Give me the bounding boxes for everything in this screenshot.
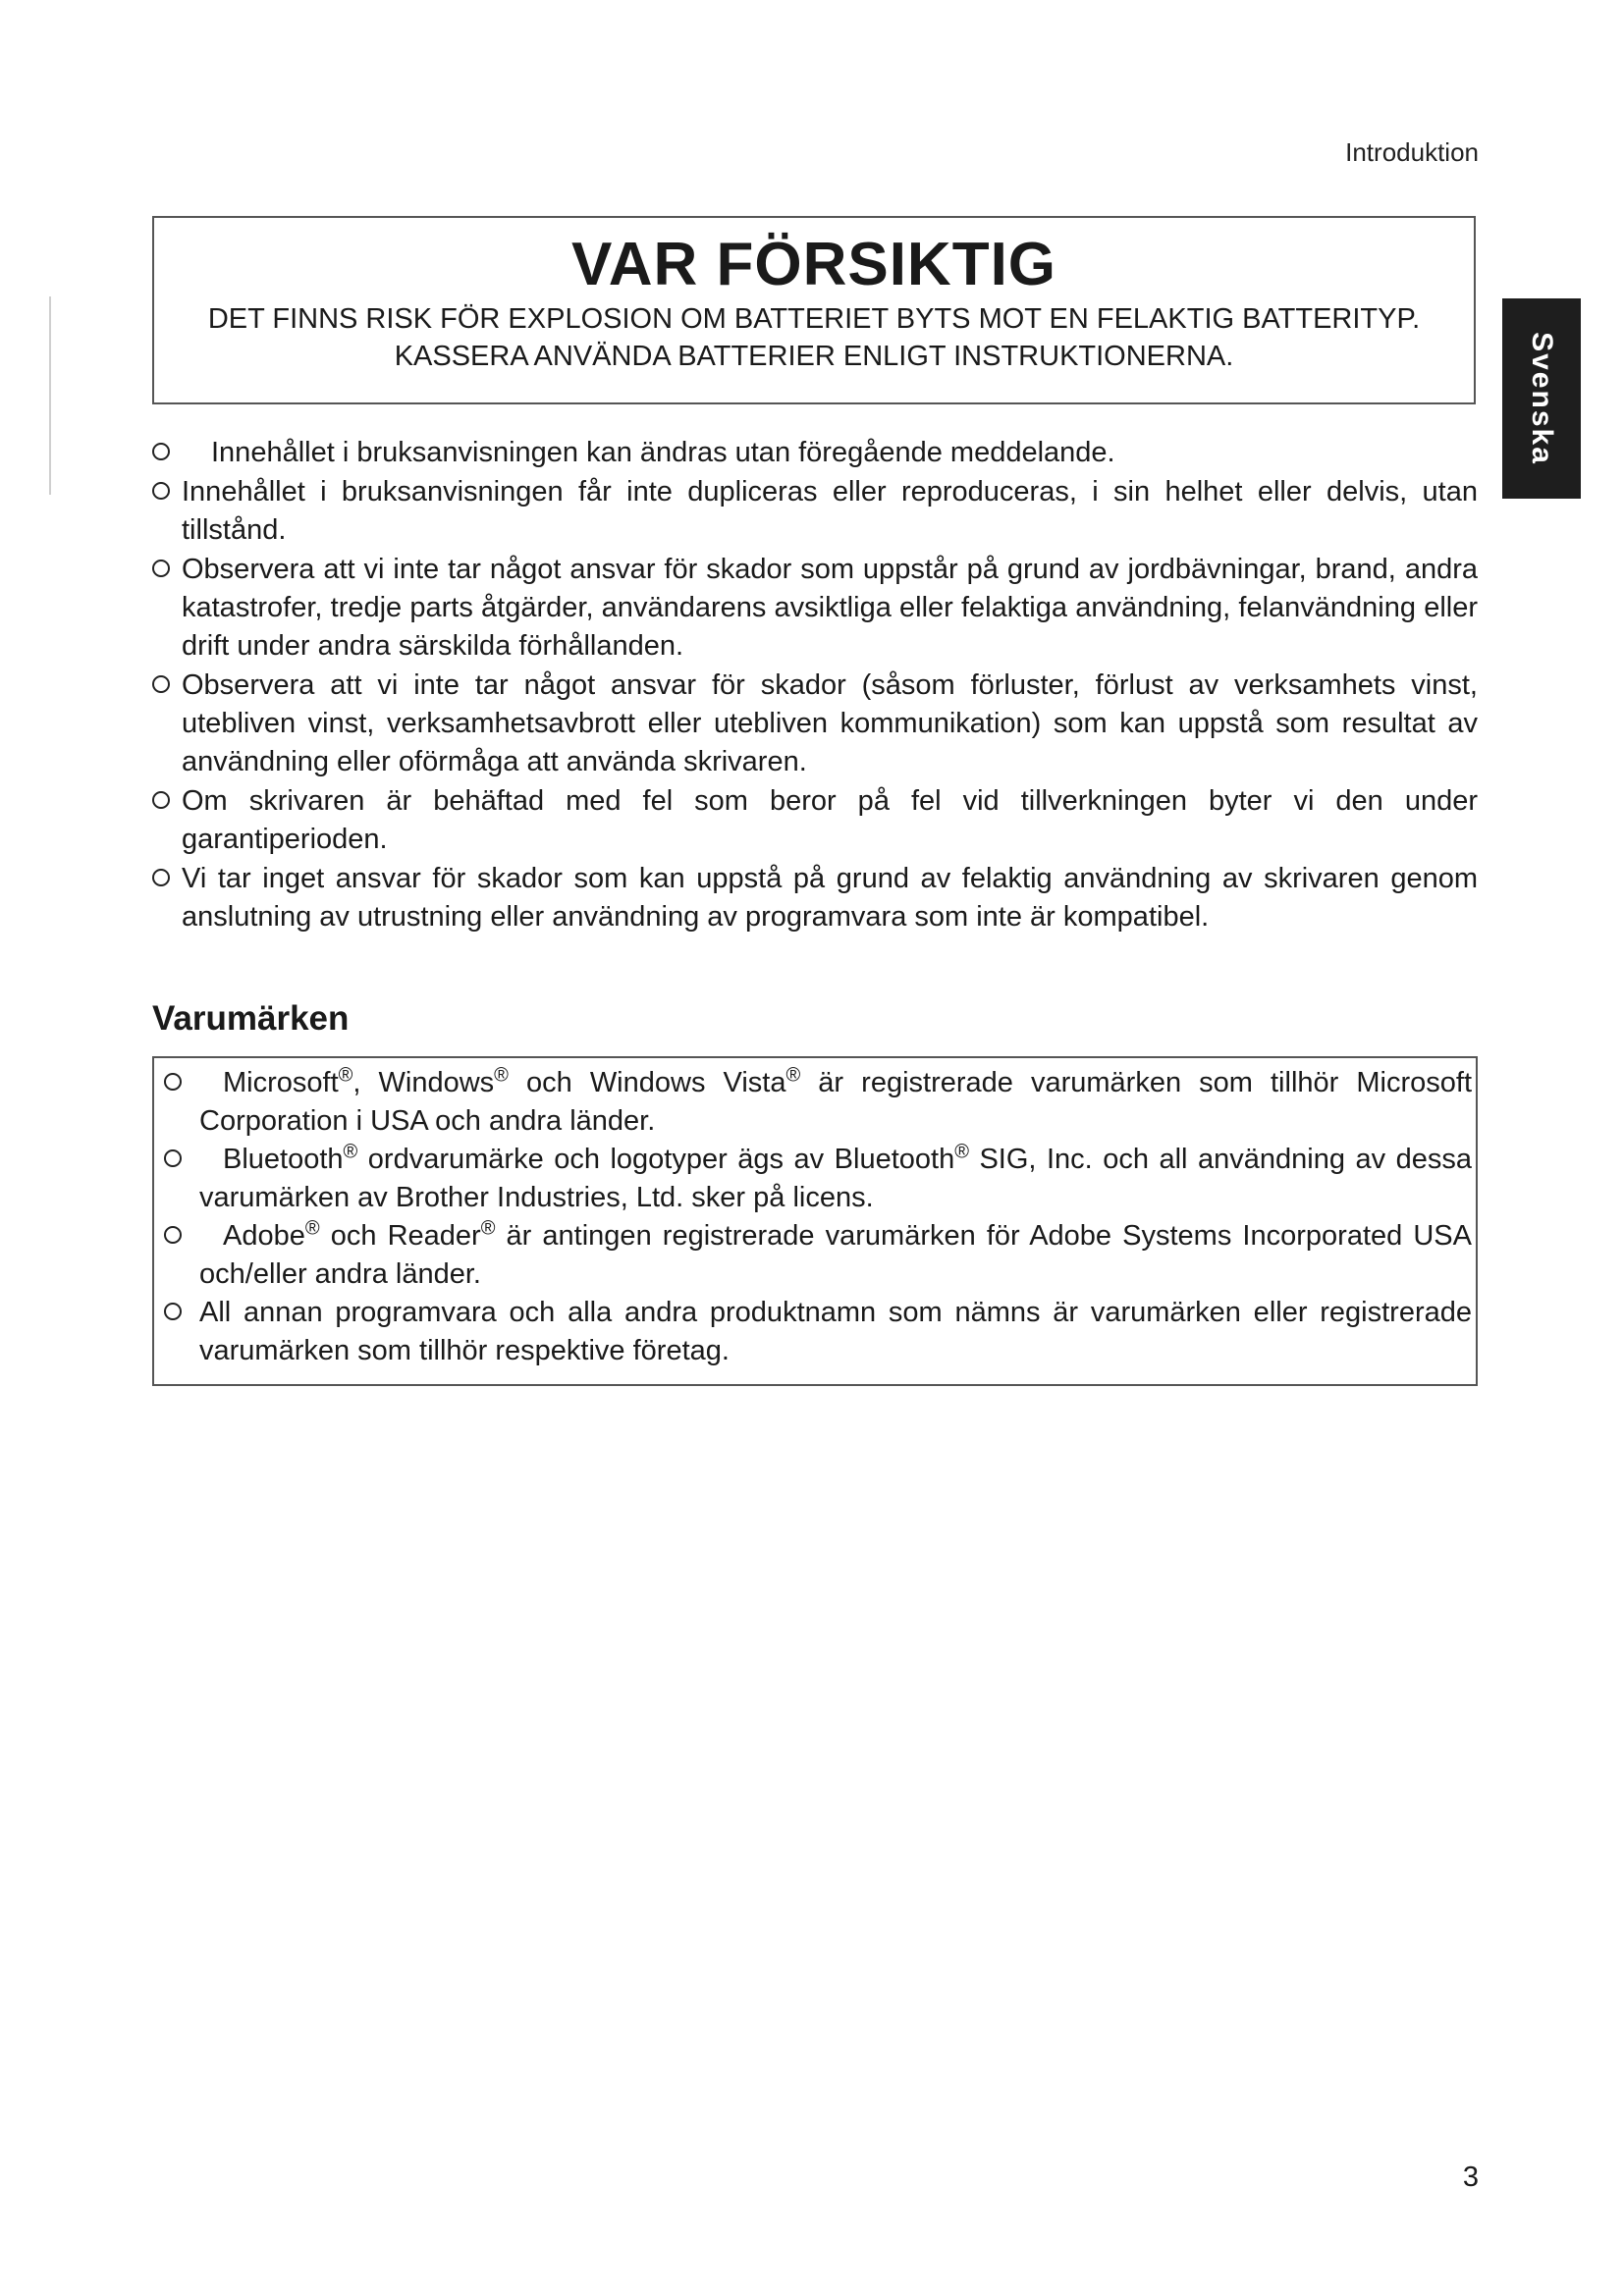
circle-bullet-icon bbox=[164, 1303, 182, 1320]
list-item bbox=[164, 1294, 1472, 1370]
list-item bbox=[152, 782, 1478, 859]
registered-mark: ® bbox=[304, 1217, 320, 1240]
registered-mark: ® bbox=[494, 1064, 509, 1087]
list-item bbox=[164, 1141, 1472, 1217]
caution-line-2: KASSERA ANVÄNDA BATTERIER ENLIGT INSTRUKTIONERNA. bbox=[394, 341, 1234, 372]
list-item bbox=[152, 434, 1478, 472]
list-item bbox=[152, 860, 1478, 936]
notice-text: Observera att vi inte tar något ansvar för skador som uppstår på grund av jordbävningar, brand, andra katastrofer, tredje parts åtgärder, användarens avsiktliga eller felaktiga användning, felanvändning eller drift under andra särskilda förhållanden. bbox=[182, 554, 1478, 662]
registered-mark: ® bbox=[954, 1141, 969, 1163]
circle-bullet-icon bbox=[164, 1073, 182, 1091]
circle-bullet-icon bbox=[152, 675, 170, 693]
registered-mark: ® bbox=[338, 1064, 353, 1087]
trademark-text: All annan programvara och alla andra produktnamn som nämns är varumärken eller registrerade varumärken som tillhör respektive företag. bbox=[199, 1297, 1472, 1366]
registered-mark: ® bbox=[343, 1141, 358, 1163]
registered-mark: ® bbox=[785, 1064, 801, 1087]
trademarks-heading: Varumärken bbox=[152, 999, 350, 1038]
trademark-text: Bluetooth® ordvarumärke och logotyper ägs av Bluetooth® SIG, Inc. och all användning av dessa varumärken av Brother Industries, Ltd. sker på licens. bbox=[199, 1141, 1472, 1213]
notice-text: Om skrivaren är behäftad med fel som beror på fel vid tillverkningen byter vi den under garantiperioden. bbox=[182, 785, 1478, 855]
notice-text: Observera att vi inte tar något ansvar för skador (såsom förluster, förlust av verksamhets vinst, utebliven vinst, verksamhetsavbrott eller utebliven kommunikation) som kan uppstå som resultat av användning eller oförmåga att använda skrivaren. bbox=[182, 669, 1478, 777]
circle-bullet-icon bbox=[152, 791, 170, 809]
caution-box bbox=[152, 216, 1476, 404]
notice-text: Vi tar inget ansvar för skador som kan uppstå på grund av felaktig användning av skrivaren genom anslutning av utrustning eller användning av programvara som inte är kompatibel. bbox=[182, 863, 1478, 933]
trademark-text: Adobe® och Reader® är antingen registrerade varumärken för Adobe Systems Incorporated USA och/eller andra länder. bbox=[199, 1217, 1472, 1290]
trademark-list bbox=[164, 1064, 1472, 1370]
language-tab-label: Svenska bbox=[1526, 332, 1558, 465]
margin-rule bbox=[49, 296, 51, 495]
list-item bbox=[164, 1217, 1472, 1294]
list-item bbox=[164, 1064, 1472, 1141]
page-number: 3 bbox=[1462, 2162, 1479, 2193]
circle-bullet-icon bbox=[164, 1226, 182, 1244]
list-item bbox=[152, 473, 1478, 550]
notice-list bbox=[152, 434, 1478, 937]
caution-line-1: DET FINNS RISK FÖR EXPLOSION OM BATTERIET BYTS MOT EN FELAKTIG BATTERITYP. bbox=[207, 303, 1421, 335]
circle-bullet-icon bbox=[152, 482, 170, 500]
notice-text: Innehållet i bruksanvisningen kan ändras utan föregående meddelande. bbox=[211, 437, 1115, 468]
list-item bbox=[152, 551, 1478, 666]
trademarks-box bbox=[152, 1056, 1478, 1386]
circle-bullet-icon bbox=[152, 869, 170, 886]
circle-bullet-icon bbox=[152, 443, 170, 460]
language-tab bbox=[1502, 298, 1581, 499]
trademark-text: Microsoft®, Windows® och Windows Vista® är registrerade varumärken som tillhör Microsoft Corporation i USA och andra länder. bbox=[199, 1064, 1472, 1137]
circle-bullet-icon bbox=[164, 1149, 182, 1167]
list-item bbox=[152, 667, 1478, 781]
notice-text: Innehållet i bruksanvisningen får inte dupliceras eller reproduceras, i sin helhet eller delvis, utan tillstånd. bbox=[182, 476, 1478, 546]
circle-bullet-icon bbox=[152, 560, 170, 577]
caution-title: VAR FÖRSIKTIG bbox=[570, 231, 1057, 298]
registered-mark: ® bbox=[480, 1217, 496, 1240]
section-header: Introduktion bbox=[1345, 137, 1479, 167]
